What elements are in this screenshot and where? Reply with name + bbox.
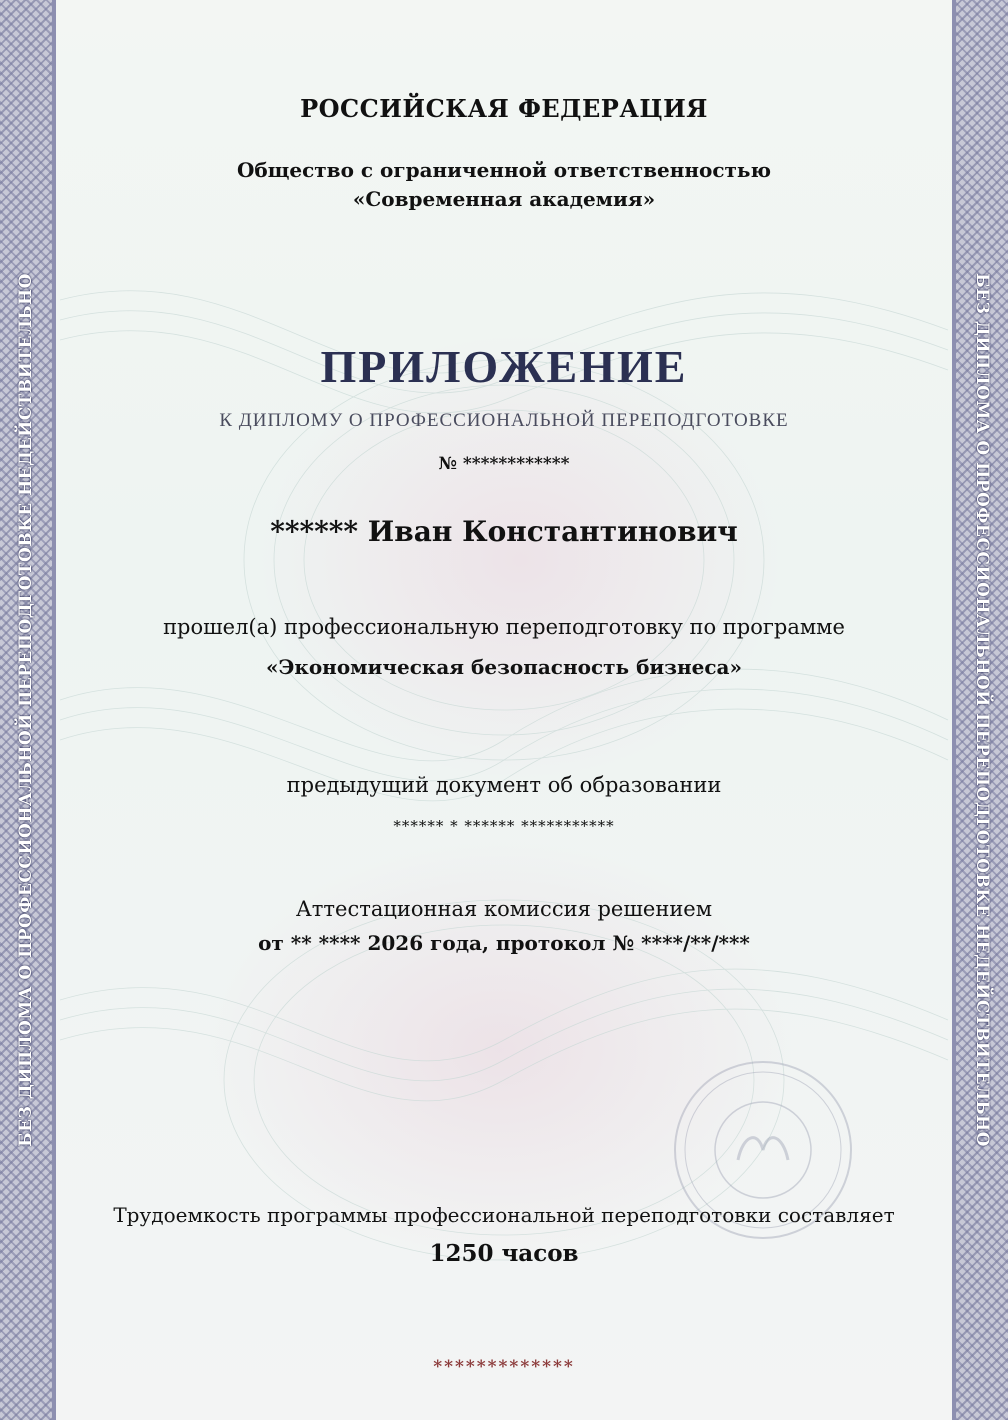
previous-document-label: предыдущий документ об образовании (286, 773, 722, 797)
workload-hours: 1250 часов (429, 1240, 579, 1267)
program-passed-text: прошел(а) профессиональную переподготовку по программе (163, 615, 845, 639)
previous-document-value: ****** * ****** *********** (393, 817, 615, 835)
right-side-warning-text: БЕЗ ДИПЛОМА О ПРОФЕССИОНАЛЬНОЙ ПЕРЕПОДГОТОВКЕ НЕДЕЙСТВИТЕЛЬНО (972, 273, 992, 1147)
left-border-line (52, 0, 56, 1420)
document-subtitle: К ДИПЛОМУ О ПРОФЕССИОНАЛЬНОЙ ПЕРЕПОДГОТОВКЕ (219, 410, 789, 431)
document-number: № ************ (438, 454, 570, 474)
commission-decision: от ** **** 2026 года, протокол № ****/**/*** (258, 931, 750, 955)
footer-serial: ************* (433, 1357, 575, 1377)
workload-label: Трудоемкость программы профессиональной переподготовки составляет (113, 1203, 895, 1227)
commission-label: Аттестационная комиссия решением (295, 897, 713, 921)
organization-type: Общество с ограниченной ответственностью (236, 158, 772, 182)
organization-name: «Современная академия» (352, 187, 656, 211)
holder-name: ****** Иван Константинович (270, 515, 738, 548)
program-name: «Экономическая безопасность бизнеса» (265, 655, 743, 679)
left-side-warning-text: БЕЗ ДИПЛОМА О ПРОФЕССИОНАЛЬНОЙ ПЕРЕПОДГОТОВКЕ НЕДЕЙСТВИТЕЛЬНО (16, 273, 36, 1147)
country-heading: РОССИЙСКАЯ ФЕДЕРАЦИЯ (300, 94, 708, 123)
right-border-line (952, 0, 956, 1420)
document-title: ПРИЛОЖЕНИЕ (320, 341, 688, 392)
